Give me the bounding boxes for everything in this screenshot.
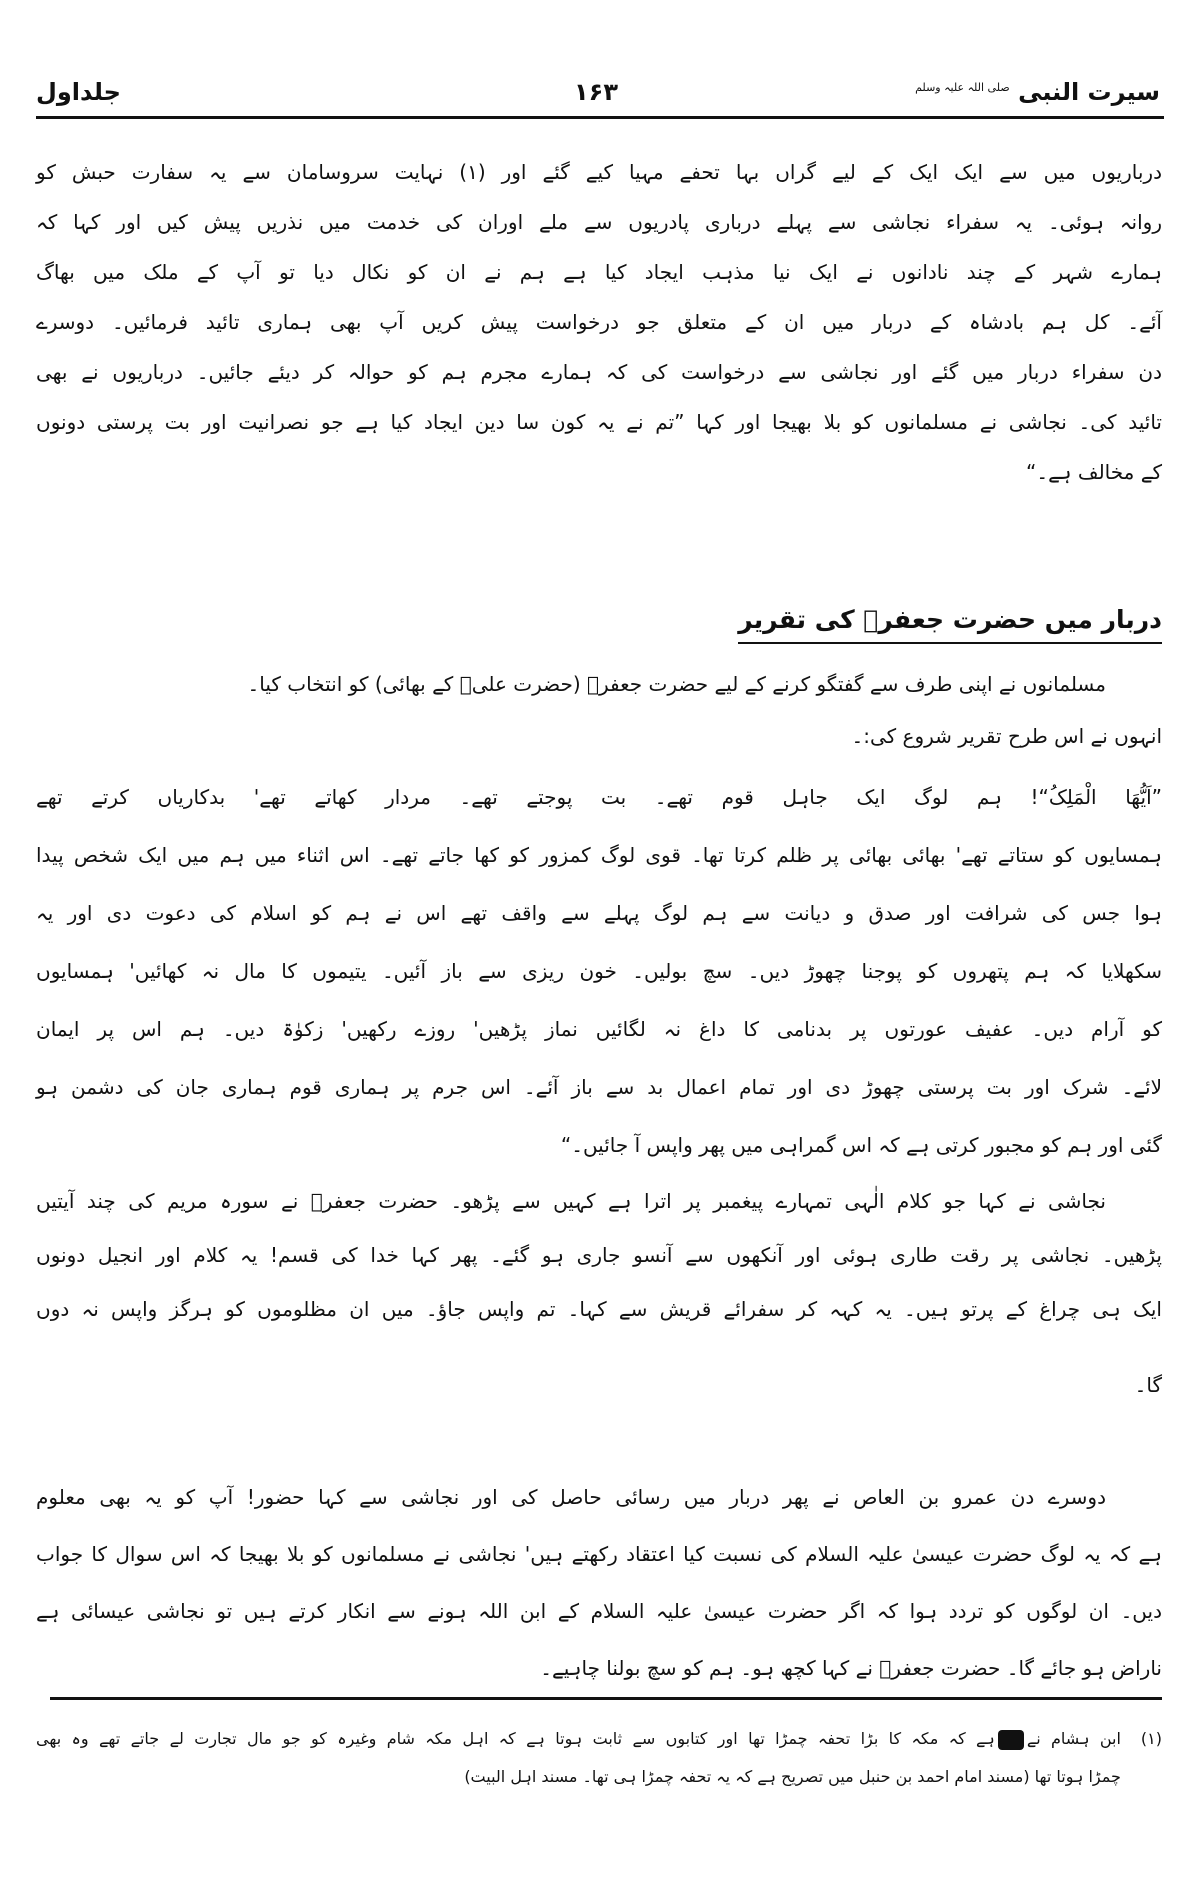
paragraph-1 <box>36 147 1162 497</box>
text-line: کے مخالف ہے۔“ <box>1026 460 1162 484</box>
footnote-marker: (۱) <box>1140 1729 1162 1748</box>
footnote-text: ابن ہشام نے <box>1026 1729 1121 1748</box>
text-line: درباریوں میں سے ایک ایک کے لیے گراں بہا تحفے مہیا کیے گئے اور (۱) نہایت سروسامان سے یہ سفارت حبش کو <box>36 160 1162 184</box>
book-title-text: سیرت النبی <box>1018 78 1160 106</box>
footnote-divider <box>50 1697 1162 1700</box>
text-line: نجاشی نے کہا جو کلام الٰہی تمہارے پیغمبر پر اترا ہے کہیں سے پڑھو۔ حضرت جعفرؓ نے سورہ مریم کی چند آیتیں <box>36 1189 1106 1213</box>
text-line: ”اَیُّھَا الْمَلِکُ“! ہم لوگ ایک جاہل قوم تھے۔ بت پوجتے تھے۔ مردار کھاتے تھے' بدکاریاں کرتے تھے <box>36 785 1162 809</box>
footnote-line <box>36 1720 1121 1758</box>
page-number: ۱۶۳ <box>574 78 618 106</box>
text-line: سکھلایا کہ ہم پتھروں کو پوجنا چھوڑ دیں۔ سچ بولیں۔ خون ریزی سے باز آئیں۔ یتیموں کا مال نہ کھائیں' ہمسایوں <box>36 959 1162 983</box>
honorific: صلی اللہ علیہ وسلم <box>915 81 1010 94</box>
text-line: پڑھیں۔ نجاشی پر رقت طاری ہوئی اور آنکھوں سے آنسو جاری ہو گئے۔ پھر کہا خدا کی قسم! یہ کلام اور انجیل دونوں <box>36 1243 1163 1267</box>
text-line: کو آرام دیں۔ عفیف عورتوں پر بدنامی کا داغ نہ لگائیں نماز پڑھیں' روزے رکھیں' زکوٰۃ دیں۔ ہم اس پر ایمان <box>36 1017 1162 1041</box>
text-line: دوسرے دن عمرو بن العاص نے پھر دربار میں رسائی حاصل کی اور نجاشی سے کہا حضور! آپ کو یہ بھی معلوم <box>36 1485 1106 1509</box>
volume-label: جلداول <box>36 78 121 106</box>
footnote-body <box>36 1720 1121 1796</box>
text-line: ایک ہی چراغ کے پرتو ہیں۔ یہ کہہ کر سفرائے قریش سے کہا۔ تم واپس جاؤ۔ میں ان مظلوموں کو ہرگز واپس نہ دوں <box>36 1297 1162 1321</box>
text-line: تائید کی۔ نجاشی نے مسلمانوں کو بلا بھیجا اور کہا ”تم نے یہ کون سا دین ایجاد کیا ہے جو نصرانیت اور بت پرستی دونوں <box>36 410 1162 434</box>
ink-blot-mark <box>998 1730 1024 1750</box>
footnote-text: ہے کہ مکہ کا بڑا تحفہ چمڑا تھا اور کتابوں سے ثابت ہوتا ہے کہ اہل مکہ شام وغیرہ کو جو مال تجارت لے جاتے تھے وہ بھی <box>36 1729 995 1748</box>
paragraph-2 <box>36 658 1162 762</box>
text-line: گئی اور ہم کو مجبور کرتی ہے کہ اس گمراہی میں پھر واپس آ جائیں۔“ <box>560 1133 1162 1157</box>
text-line: ہمارے شہر کے چند نادانوں نے ایک نیا مذہب ایجاد کیا ہے ہم نے ان کو نکال دیا تو آپ کے ملک میں بھاگ <box>36 260 1162 284</box>
speech-of-jafar <box>36 768 1162 1174</box>
text-line: لائے۔ شرک اور بت پرستی چھوڑ دی اور تمام اعمال بد سے باز آئے۔ اس جرم پر ہماری قوم ہماری جان کی دشمن ہو <box>36 1075 1162 1099</box>
text-line: گا۔ <box>1134 1373 1162 1397</box>
text-line: روانہ ہوئی۔ یہ سفراء نجاشی سے پہلے درباری پادریوں سے ملے اوران کی خدمت میں نذریں پیش کیں اور کہا کہ <box>36 210 1162 234</box>
section-heading-row <box>36 600 1162 644</box>
text-line: ہے کہ یہ لوگ حضرت عیسیٰ علیہ السلام کی نسبت کیا اعتقاد رکھتے ہیں' نجاشی نے مسلمانوں کو بلا بھیجا کہ اس سوال کا جواب <box>36 1542 1162 1566</box>
text-line: ناراض ہو جائے گا۔ حضرت جعفرؓ نے کہا کچھ ہو۔ ہم کو سچ بولنا چاہیے۔ <box>540 1656 1162 1680</box>
text-line: ہمسایوں کو ستاتے تھے' بھائی بھائی پر ظلم کرتا تھا۔ قوی لوگ کمزور کو کھا جاتے تھے۔ اس اثناء میں ہم میں ایک شخص پیدا <box>36 843 1162 867</box>
footnote <box>36 1720 1162 1796</box>
text-line: دن سفراء دربار میں گئے اور نجاشی سے درخواست کی کہ ہمارے مجرم ہم کو حوالہ کر دیئے جائیں۔ درباریوں نے بھی <box>36 360 1162 384</box>
header-divider <box>36 116 1164 119</box>
text-line: دیں۔ ان لوگوں کو تردد ہوا کہ اگر حضرت عیسیٰ علیہ السلام کے ابن اللہ ہونے سے انکار کرتے ہیں تو نجاشی عیسائی ہے <box>36 1599 1162 1623</box>
paragraph-4 <box>36 1469 1162 1697</box>
text-line: انہوں نے اس طرح تقریر شروع کی:۔ <box>851 724 1162 748</box>
paragraph-3 <box>36 1174 1162 1412</box>
text-line: مسلمانوں نے اپنی طرف سے گفتگو کرنے کے لیے حضرت جعفرؓ (حضرت علیؓ کے بھائی) کو انتخاب کیا۔ <box>247 672 1106 696</box>
text-line: آئے۔ کل ہم بادشاہ کے دربار میں ان کے متعلق جو درخواست پیش کریں آپ بھی ہماری تائید فرمائیں۔ دوسرے <box>36 310 1162 334</box>
section-heading: دربار میں حضرت جعفرؓ کی تقریر <box>738 600 1162 644</box>
text-line: ہوا جس کی شرافت اور صدق و دیانت سے ہم لوگ پہلے سے واقف تھے اس نے ہم کو اسلام کی دعوت دی اور یہ <box>36 901 1162 925</box>
footnote-line: چمڑا ہوتا تھا (مسند امام احمد بن حنبل میں تصریح ہے کہ یہ تحفہ چمڑا ہی تھا۔ مسند اہل البیت) <box>464 1767 1121 1786</box>
